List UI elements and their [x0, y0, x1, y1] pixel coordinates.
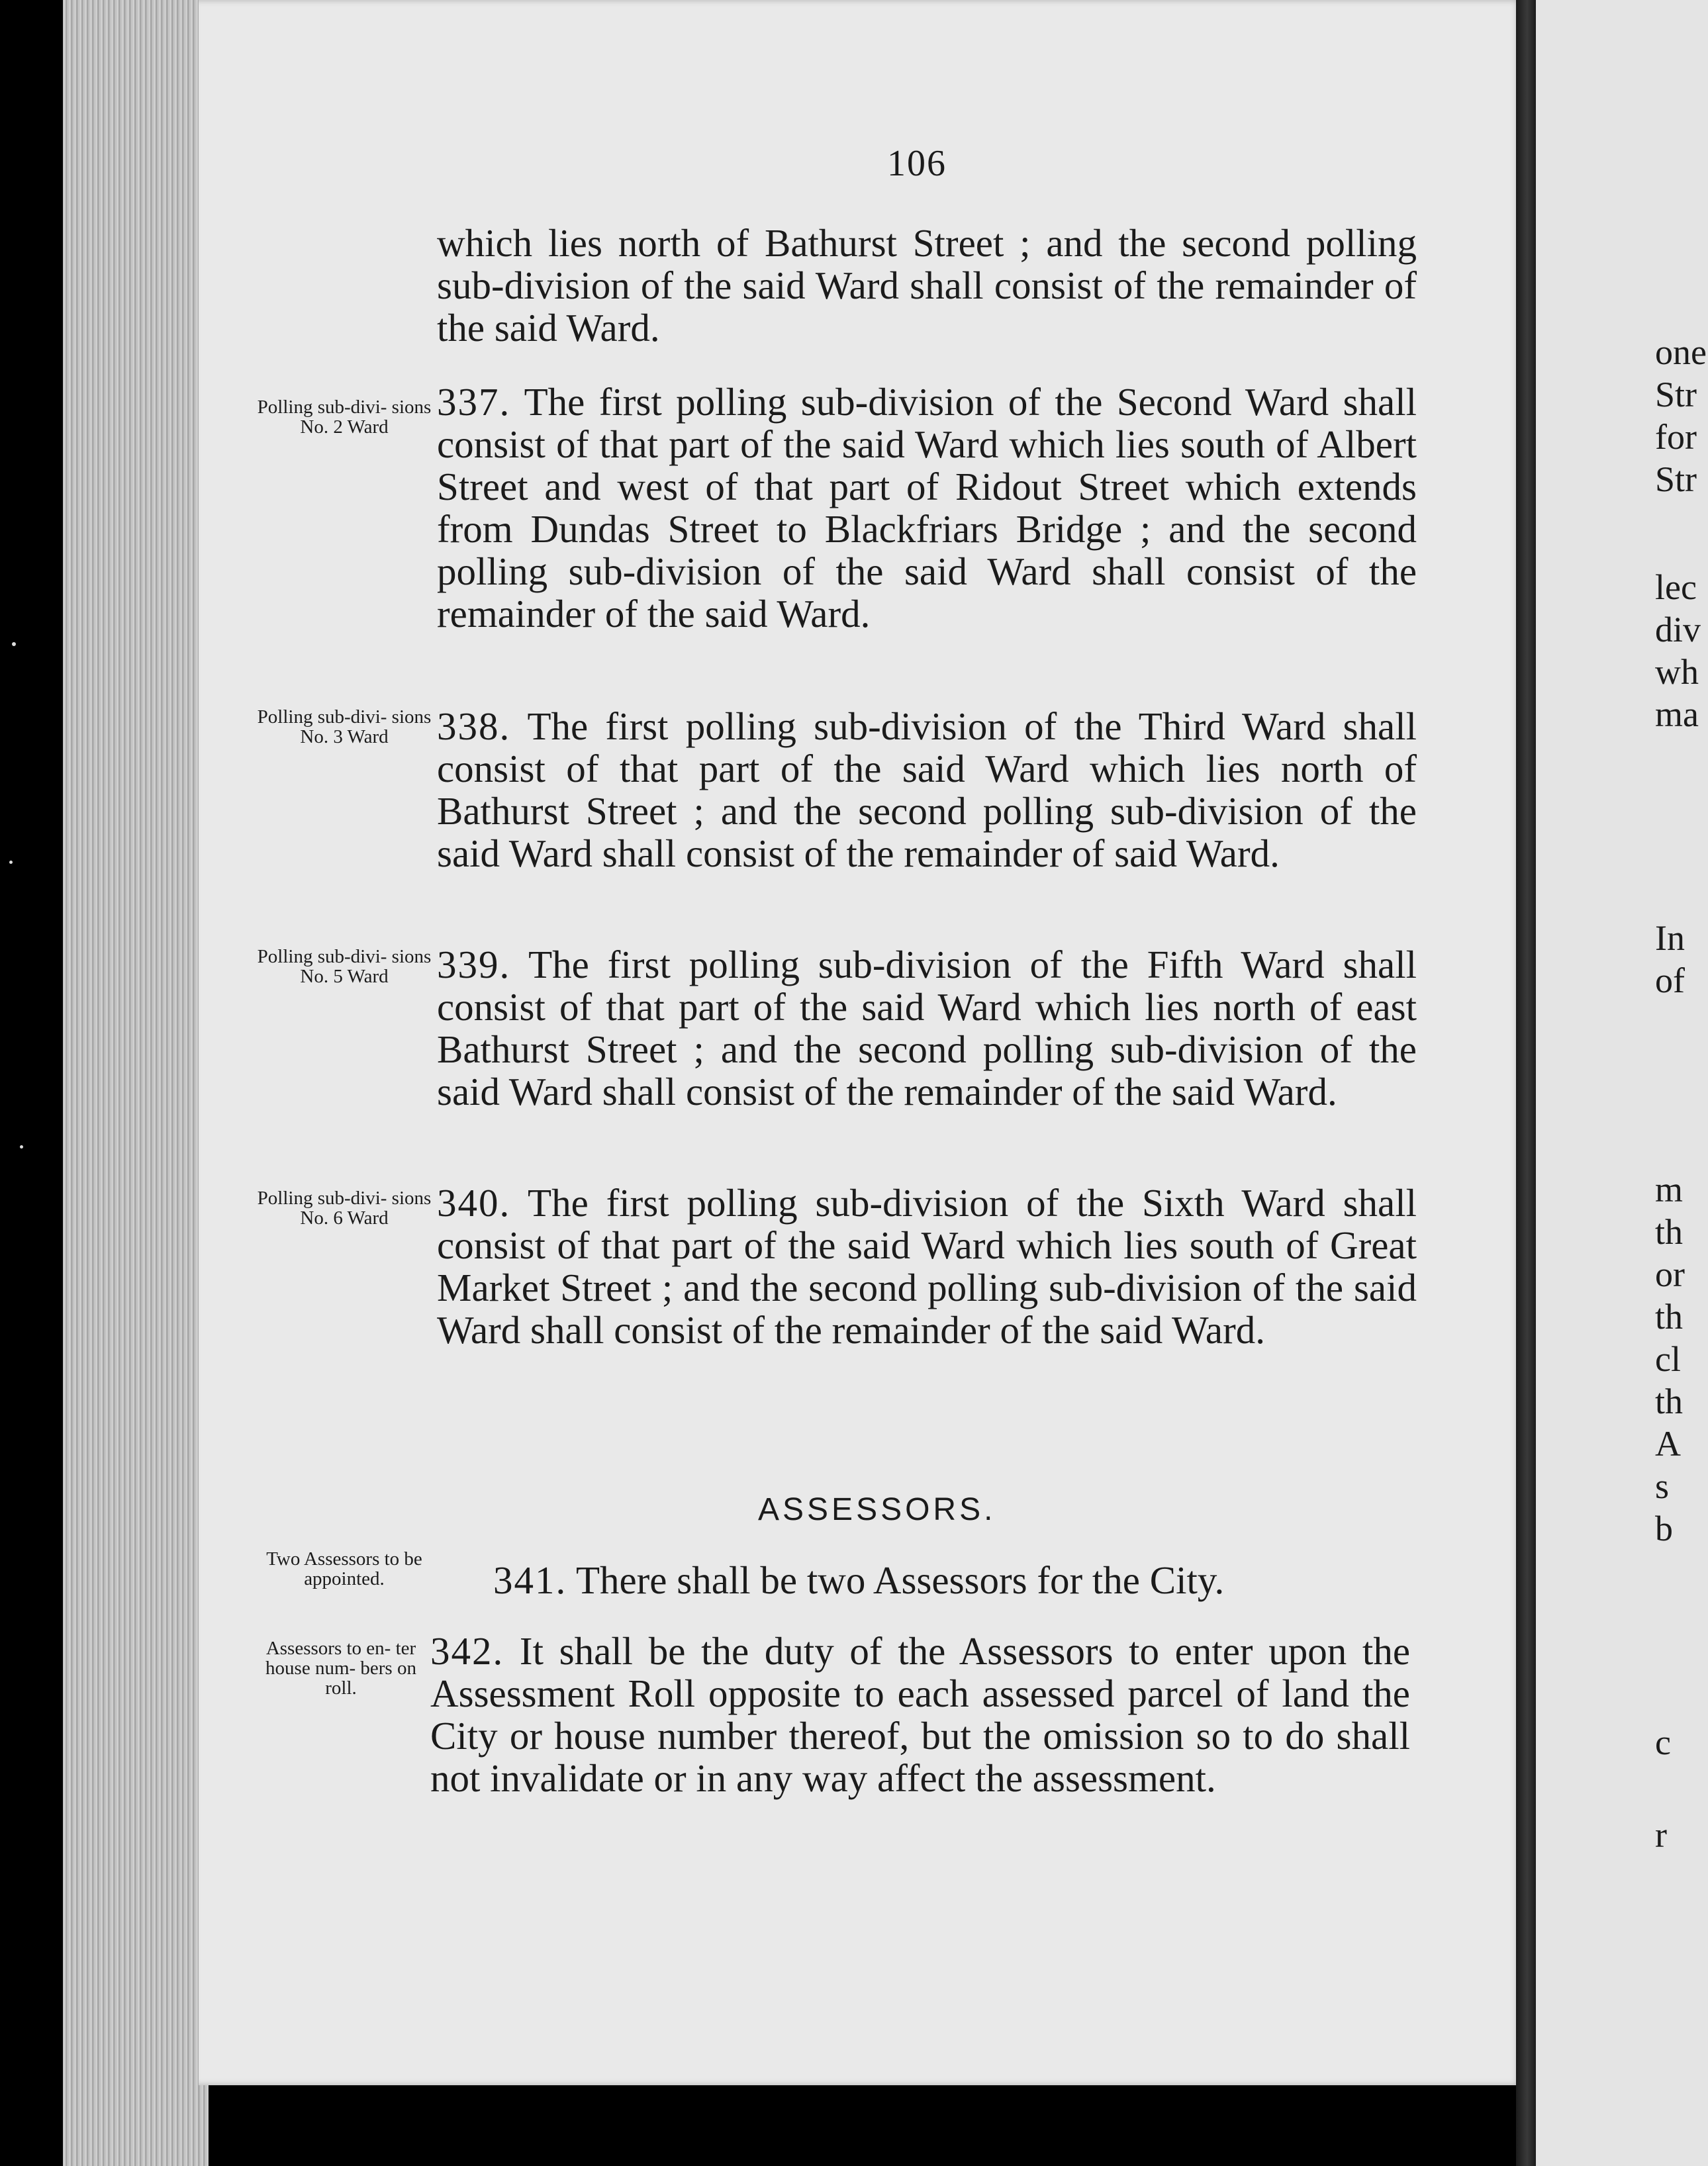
facing-fragment: Str: [1655, 459, 1697, 499]
assessors-heading: ASSESSORS.: [758, 1492, 996, 1527]
section-341: [493, 1559, 1354, 1601]
facing-fragment: div: [1655, 610, 1701, 649]
facing-fragment: c: [1655, 1722, 1671, 1762]
scan-speck: [9, 861, 13, 864]
margin-note-340: Polling sub-divi- sions No. 6 Ward: [257, 1188, 432, 1229]
facing-fragment: A: [1655, 1424, 1681, 1464]
facing-fragment: cl: [1655, 1339, 1681, 1379]
book-page-edges: [63, 0, 209, 2166]
section-338: [437, 705, 1417, 874]
section-339: [437, 943, 1417, 1113]
section-337: [437, 381, 1417, 635]
margin-note-342: Assessors to en- ter house num- bers on roll.: [265, 1638, 416, 1699]
section-text: The first polling sub-division of the Fifth Ward shall consist of that part of the said Ward which lies north of east Bathurst Street ; and the second polling sub-division of the said Ward shall consist of the remainder of the said Ward.: [437, 943, 1417, 1113]
scan-speck: [20, 1145, 23, 1149]
section-number: 340.: [437, 1181, 511, 1225]
section-number: 341.: [493, 1558, 567, 1602]
section-342: [430, 1630, 1410, 1799]
section-number: 337.: [437, 380, 511, 424]
page-number: 106: [887, 143, 947, 184]
facing-fragment: m: [1655, 1170, 1684, 1209]
facing-fragment: ma: [1655, 694, 1699, 734]
margin-note-337: Polling sub-divi- sions No. 2 Ward: [257, 397, 432, 438]
facing-fragment: wh: [1655, 652, 1699, 692]
section-340: [437, 1182, 1417, 1351]
facing-fragment: th: [1655, 1382, 1684, 1421]
facing-fragment: of: [1655, 961, 1685, 1000]
facing-fragment: for: [1655, 417, 1697, 457]
facing-fragment: lec: [1655, 567, 1697, 607]
section-number: 339.: [437, 943, 511, 986]
section-number: 338.: [437, 704, 511, 748]
continuation-paragraph: which lies north of Bathurst Street ; and the second polling sub-division of the said Ward shall consist of the remainder of the said Ward.: [437, 221, 1417, 350]
facing-fragment: th: [1655, 1297, 1684, 1337]
facing-fragment: b: [1655, 1509, 1673, 1548]
facing-fragment: Str: [1655, 375, 1697, 414]
section-text: It shall be the duty of the Assessors to enter upon the Assessment Roll opposite to each assessed parcel of land the City or house number thereof, but the omission so to do shall not invalidate or in any way affect the assessment.: [430, 1629, 1410, 1800]
scan-speck: [12, 642, 16, 646]
section-text: There shall be two Assessors for the City.: [575, 1558, 1225, 1602]
facing-page: [1536, 0, 1708, 2166]
facing-fragment: one: [1655, 332, 1707, 372]
facing-fragment: or: [1655, 1254, 1685, 1294]
facing-fragment: th: [1655, 1212, 1684, 1252]
facing-fragment: s: [1655, 1466, 1670, 1506]
section-text: The first polling sub-division of the Second Ward shall consist of that part of the said Ward which lies south of Albert Street and west of that part of Ridout Street which extends from Dundas Street to Blackfriars Bridge ; and the second polling sub-division of the said Ward shall consist of the remainder of the said Ward.: [437, 380, 1417, 636]
facing-fragment: r: [1655, 1815, 1667, 1855]
section-text: The first polling sub-division of the Sixth Ward shall consist of that part of the said Ward which lies south of Great Market Street ; and the second polling sub-division of the said Ward shall consist of the remainder of the said Ward.: [437, 1181, 1417, 1352]
book-gutter: [1516, 0, 1539, 2166]
margin-note-338: Polling sub-divi- sions No. 3 Ward: [257, 706, 432, 747]
margin-note-341: Two Assessors to be appointed.: [266, 1548, 422, 1589]
section-text: The first polling sub-division of the Third Ward shall consist of that part of the said Ward which lies north of Bathurst Street ; and the second polling sub-division of the said Ward shall consist of the remainder of said Ward.: [437, 704, 1417, 875]
facing-fragment: In: [1655, 918, 1685, 958]
section-number: 342.: [430, 1629, 504, 1673]
margin-note-339: Polling sub-divi- sions No. 5 Ward: [257, 946, 432, 987]
